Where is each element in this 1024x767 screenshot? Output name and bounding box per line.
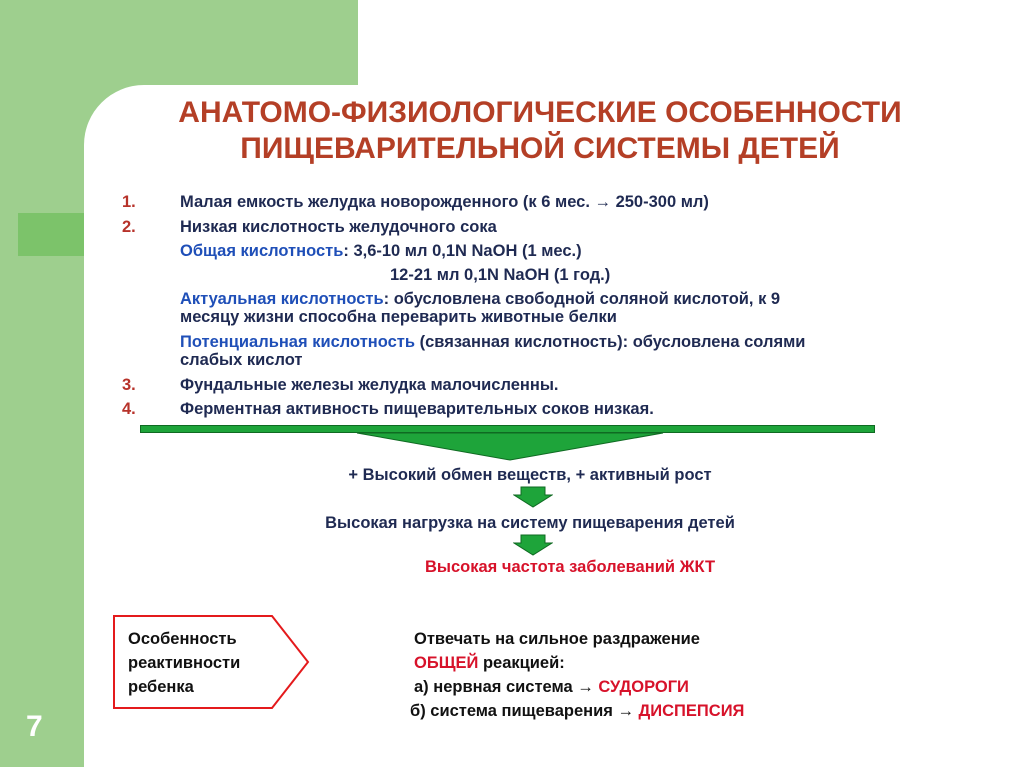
flow-step-1: + Высокий обмен веществ, + активный рост bbox=[348, 466, 712, 484]
potential-acidity-line-2: слабых кислот bbox=[180, 351, 303, 369]
list-item-4: Ферментная активность пищеварительных соков низкая. bbox=[180, 400, 654, 418]
list-item-3: Фундальные железы желудка малочисленны. bbox=[180, 376, 559, 394]
flow-step-2: Высокая нагрузка на систему пищеварения детей bbox=[325, 514, 735, 532]
list-number-3: 3. bbox=[122, 376, 136, 394]
seizures-highlight: СУДОРОГИ bbox=[598, 678, 689, 696]
actual-acidity-label: Актуальная кислотность bbox=[180, 290, 384, 308]
potential-acidity-label: Потенциальная кислотность bbox=[180, 333, 416, 351]
general-reaction-highlight: ОБЩЕЙ bbox=[414, 654, 479, 672]
total-acidity-line-1: Общая кислотность: 3,6-10 мл 0,1N NaOH (1 мес.) bbox=[180, 242, 582, 260]
top-green-band bbox=[84, 0, 358, 85]
response-line-1: Отвечать на сильное раздражение bbox=[414, 630, 700, 648]
small-down-arrow-icon bbox=[513, 534, 553, 556]
total-acidity-line-2: 12-21 мл 0,1N NaOH (1 год.) bbox=[390, 266, 611, 284]
dyspepsia-highlight: ДИСПЕПСИЯ bbox=[638, 702, 745, 720]
reactivity-box-line-2: реактивности bbox=[128, 654, 241, 672]
reactivity-box-line-1: Особенность bbox=[128, 630, 237, 648]
actual-acidity-line-1: Актуальная кислотность: обусловлена свободной соляной кислотой, к 9 bbox=[180, 290, 781, 308]
response-line-a: а) нервная система → СУДОРОГИ bbox=[414, 678, 689, 696]
response-line-2: ОБЩЕЙ реакцией: bbox=[414, 654, 565, 672]
list-number-4: 4. bbox=[122, 400, 136, 418]
small-down-arrow-icon bbox=[513, 486, 553, 508]
title-line-1: АНАТОМО-ФИЗИОЛОГИЧЕСКИЕ ОСОБЕННОСТИ bbox=[178, 96, 902, 129]
reactivity-box-line-3: ребенка bbox=[128, 678, 194, 696]
slide-number: 7 bbox=[26, 710, 43, 743]
slide-title bbox=[100, 95, 980, 167]
list-number-2: 2. bbox=[122, 218, 136, 236]
list-item-2: Низкая кислотность желудочного сока bbox=[180, 218, 497, 236]
title-line-2: ПИЩЕВАРИТЕЛЬНОЙ СИСТЕМЫ ДЕТЕЙ bbox=[240, 132, 840, 165]
list-number-1: 1. bbox=[122, 193, 136, 211]
big-down-arrow-icon bbox=[355, 432, 665, 462]
side-tab bbox=[18, 213, 84, 256]
list-item-1: Малая емкость желудка новорожденного (к 6 мес. → 250-300 мл) bbox=[180, 193, 709, 211]
response-line-b: б) система пищеварения → ДИСПЕПСИЯ bbox=[410, 702, 745, 720]
actual-acidity-line-2: месяцу жизни способна переварить животные белки bbox=[180, 308, 617, 326]
left-green-band bbox=[0, 0, 84, 767]
flow-step-3: Высокая частота заболеваний ЖКТ bbox=[424, 558, 716, 576]
potential-acidity-line-1: Потенциальная кислотность (связанная кислотность): обусловлена солями bbox=[180, 333, 806, 351]
total-acidity-label: Общая кислотность bbox=[180, 242, 344, 260]
